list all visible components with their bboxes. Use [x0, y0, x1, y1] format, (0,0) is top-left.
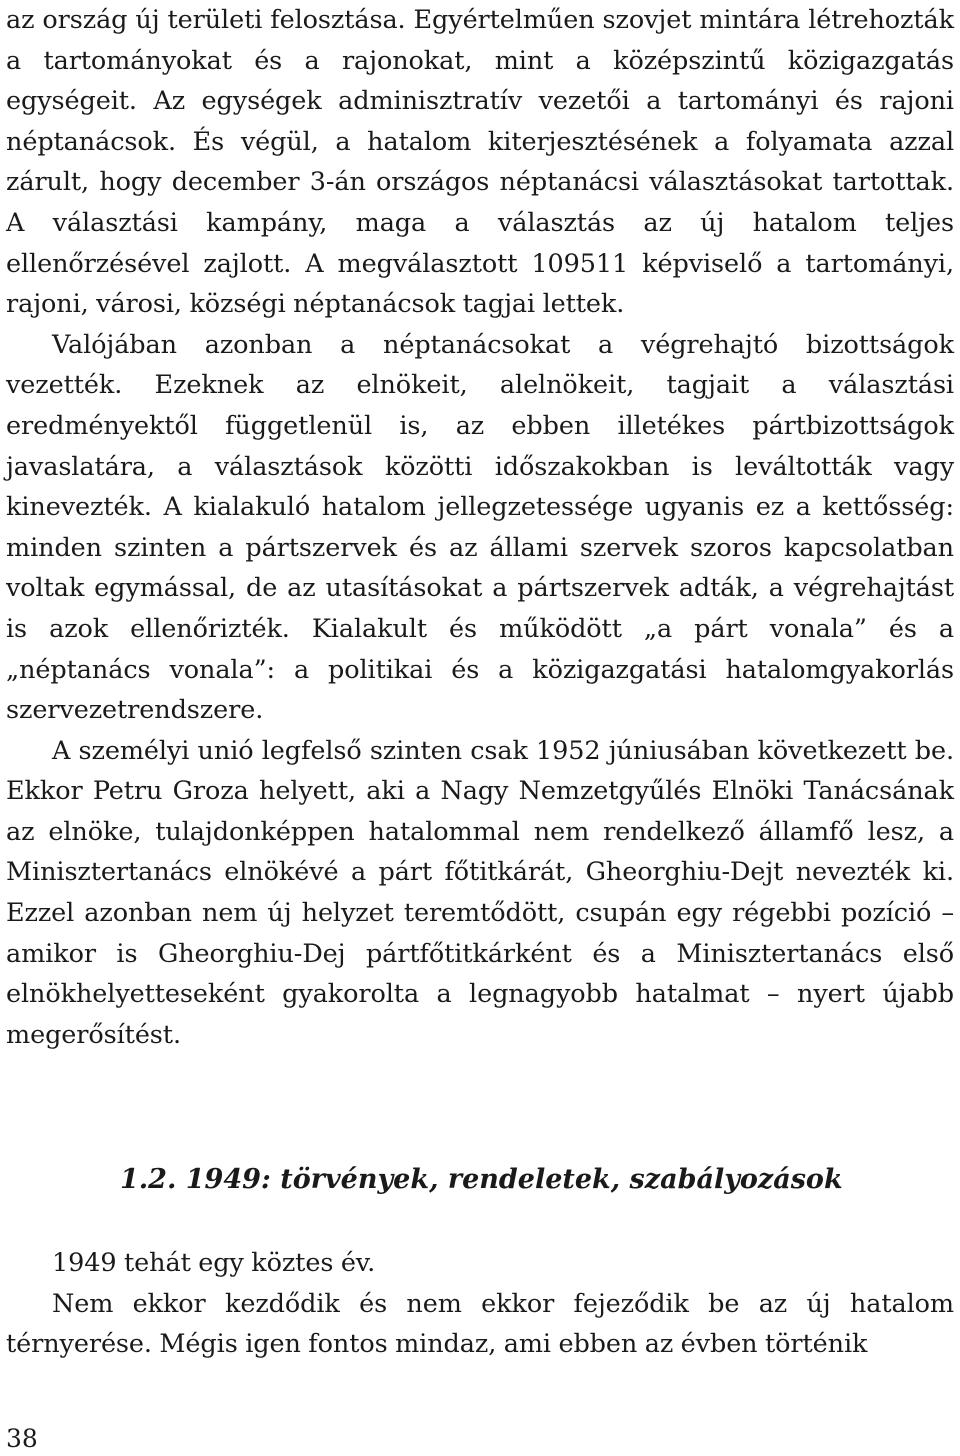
- page-body: [6, 0, 954, 1055]
- page-number: 38: [6, 1424, 38, 1453]
- section-paragraph-1: 1949 tehát egy köztes év.: [52, 1248, 376, 1278]
- section-heading: 1.2. 1949: törvények, rendeletek, szabályozások: [120, 1164, 843, 1195]
- body-paragraph-1: az ország új területi felosztása. Egyértelműen szovjet mintára létrehozták a tartományokat és a rajonokat, mint a középszintű közigazgatás egységeit. Az egységek adminisztratív vezetői a tartományi és rajoni néptanácsok. És végül, a hatalom kiterjesztésének a folyamata azzal zárult, hogy december 3-án országos néptanácsi választásokat tartottak. A választási kampány, maga a választás az új hatalom teljes ellenőrzésével zajlott. A megválasztott 109511 képviselő a tartományi, rajoni, városi, községi néptanácsok tagjai lettek.: [6, 5, 954, 320]
- section-paragraph-2: Nem ekkor kezdődik és nem ekkor fejeződik be az új hatalom térnyerése. Mégis igen fontos mindaz, ami ebben az évben történik: [6, 1288, 954, 1360]
- body-paragraph-2: Valójában azonban a néptanácsokat a végrehajtó bizottságok vezették. Ezeknek az elnökeit, alelnökeit, tagjait a választási eredményektől függetlenül is, az ebben illetékes pártbizottságok javaslatára, a választások közötti időszakokban is leváltották vagy kinevezték. A kialakuló hatalom jellegzetessége ugyanis ez a kettősség: minden szinten a pártszervek és az állami szervek szoros kapcsolatban voltak egymással, de az utasításokat a pártszervek adták, a végrehajtást is azok ellenőrizték. Kialakult és működött „a párt vonala” és a „néptanács vonala”: a politikai és a közigazgatási hatalomgyakorlás szervezetrendszere.: [6, 329, 954, 726]
- section-body: [6, 1243, 954, 1365]
- body-paragraph-3: A személyi unió legfelső szinten csak 1952 júniusában következett be. Ekkor Petru Groza helyett, aki a Nagy Nemzetgyűlés Elnöki Tanácsának az elnöke, tulajdonképpen hatalommal nem rendelkező államfő lesz, a Minisztertanács elnökévé a párt főtitkárát, Gheorghiu-Dejt nevezték ki. Ezzel azonban nem új helyzet teremtődött, csupán egy régebbi pozíció – amikor is Gheorghiu-Dej pártfőtitkárként és a Minisztertanács első elnökhelyetteseként gyakorolta a legnagyobb hatalmat – nyert újabb megerősítést.: [6, 735, 954, 1050]
